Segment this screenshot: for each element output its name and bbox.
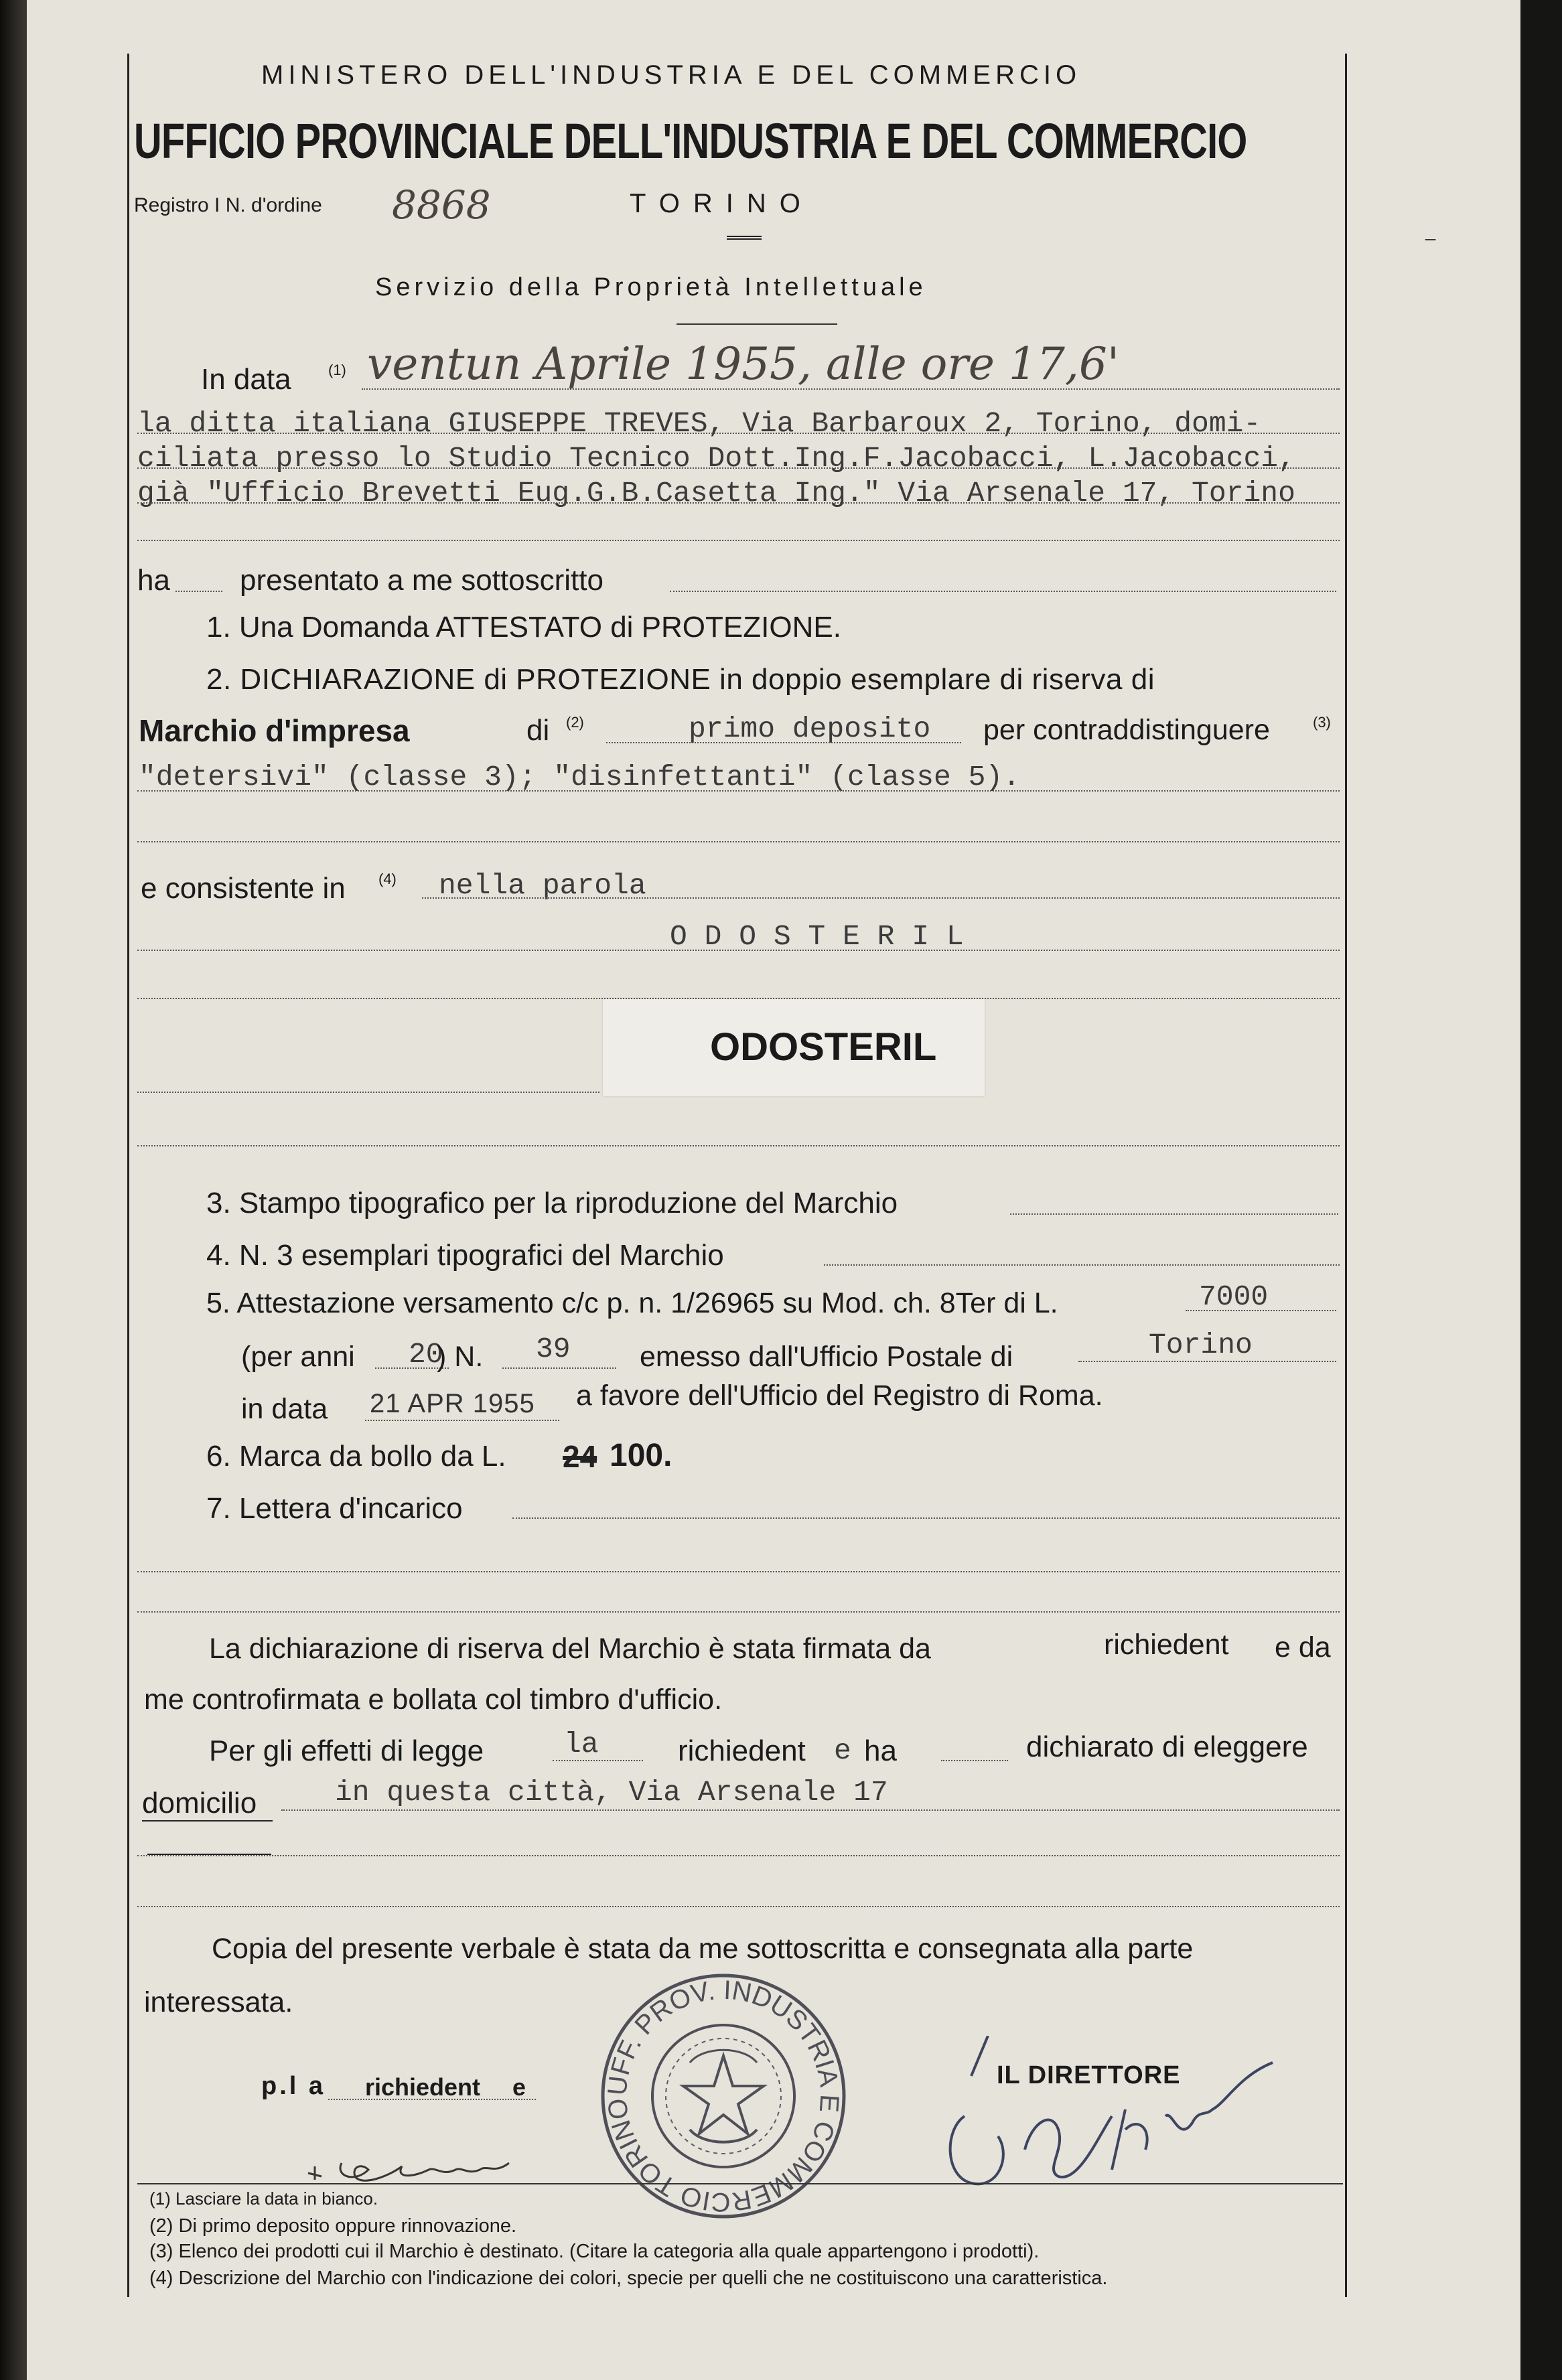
ha-label: ha [137, 564, 170, 597]
closing-p1-e-da: e da [1275, 1631, 1331, 1663]
footnote-ref-1: (1) [328, 362, 346, 378]
typed-word-dotted [137, 950, 1340, 951]
footnote-1: (1) Lasciare la data in bianco. [149, 2188, 378, 2209]
richiedente-dotted [328, 2099, 536, 2100]
registro-number: 8868 [392, 182, 491, 228]
closing-p2-start: Per gli effetti di legge [209, 1734, 484, 1767]
payment-date-stamp: 21 APR 1955 [370, 1389, 535, 1418]
domicilio-value: in questa città, Via Arsenale 17 [335, 1776, 888, 1809]
richiedente-sign-e: e [512, 2073, 526, 2101]
domicilio-dotted-3 [137, 1906, 1340, 1907]
stamp-text: UFF. PROV. INDUSTRIA E COMMERCIO TORINO [602, 1975, 845, 2217]
office-stamp [589, 1962, 857, 2230]
item-6-struck: 24 [563, 1439, 597, 1474]
richiedente-sign-label: richiedent [365, 2073, 481, 2101]
di-label: di [526, 714, 550, 747]
contraddistinguere-label: per contraddistinguere [983, 714, 1270, 746]
applicant-dotted-1 [137, 433, 1340, 434]
item-3-dotted [1010, 1213, 1338, 1215]
deposito-dotted [606, 742, 961, 743]
deposito-value: primo deposito [689, 713, 931, 745]
closing-p2-richiedent: richiedent [678, 1734, 806, 1767]
footnote-3: (3) Elenco dei prodotti cui il Marchio è destinato. (Citare la categoria alla quale appartengono i prodotti). [149, 2241, 1040, 2262]
book-binding [0, 0, 27, 2380]
in-data-value: ventun Aprile 1955, alle ore 17,6' [367, 338, 1120, 390]
amount-dotted [1186, 1310, 1336, 1311]
item-5: 5. Attestazione versamento c/c p. n. 1/26965 su Mod. ch. 8Ter di L. [206, 1287, 1058, 1319]
item-7-dotted [512, 1517, 1340, 1519]
payment-date-dotted [365, 1420, 559, 1421]
item-1: 1. Una Domanda ATTESTATO di PROTEZIONE. [206, 611, 841, 644]
prodotti-dotted-2 [137, 841, 1340, 842]
city-title: TORINO [630, 189, 814, 218]
domicilio-label: domicilio [142, 1787, 257, 1819]
applicant-dotted-3 [137, 502, 1340, 504]
in-data-line [362, 388, 1340, 390]
closing-p1-richiedent: richiedent [1104, 1629, 1229, 1661]
marchio-label: Marchio d'impresa [139, 713, 410, 748]
emesso-text: emesso dall'Ufficio Postale di [640, 1341, 1013, 1373]
trademark-logo-word: ODOSTERIL [710, 1025, 937, 1069]
footnote-ref-3: (3) [1313, 714, 1331, 731]
registro-label: Registro I N. d'ordine [134, 194, 322, 216]
office-title: UFFICIO PROVINCIALE DELL'INDUSTRIA E DEL COMMERCIO [134, 113, 1247, 169]
closing-p2-end: dichiarato di eleggere [1026, 1730, 1308, 1763]
domicilio-dotted [281, 1809, 1340, 1811]
domicilio-dotted-2 [137, 1855, 1340, 1856]
per-anni-value: 20 [409, 1338, 443, 1371]
n-dotted [502, 1367, 616, 1369]
director-title: IL DIRETTORE [997, 2061, 1181, 2089]
service-rule [677, 323, 837, 325]
pla-label: p.l a [261, 2072, 326, 2100]
service-title: Servizio della Proprietà Intellettuale [375, 273, 927, 301]
ha-dotted-2 [941, 1760, 1008, 1761]
copia-line-1: Copia del presente verbale è stata da me sottoscritta e consegnata alla parte [212, 1933, 1194, 1965]
in-data-label-2: in data [241, 1393, 328, 1425]
margin-mark: ⁻ [1423, 230, 1438, 259]
item-2: 2. DICHIARAZIONE di PROTEZIONE in doppio esemplare di riserva di [206, 663, 1155, 696]
applicant-signature [295, 2136, 536, 2190]
postale-city: Torino [1149, 1329, 1253, 1361]
footnote-2: (2) Di primo deposito oppure rinnovazione. [149, 2215, 517, 2237]
consistente-dotted [422, 897, 1340, 899]
applicant-line-1: la ditta italiana GIUSEPPE TREVES, Via Barbaroux 2, Torino, domi- [137, 407, 1261, 440]
ha-dotted [175, 591, 222, 592]
closing-p1-line1: La dichiarazione di riserva del Marchio è stata firmata da [209, 1633, 931, 1665]
footnote-4: (4) Descrizione del Marchio con l'indicazione dei colori, specie per quelli che ne costituiscono una caratteristica. [149, 2267, 1108, 2289]
item-7: 7. Lettera d'incarico [206, 1492, 463, 1525]
applicant-dotted-4 [137, 540, 1340, 541]
consistente-label: e consistente in [141, 872, 346, 905]
typed-mark-word: O D O S T E R I L [670, 920, 964, 953]
n-label: ) N. [437, 1341, 484, 1373]
presentato-dotted [670, 591, 1336, 592]
closing-p2-la: la [564, 1728, 599, 1761]
item-4-dotted [824, 1264, 1340, 1266]
item-6-value: 100. [610, 1438, 672, 1473]
footnotes-rule [137, 2183, 1343, 2184]
applicant-line-3: già "Ufficio Brevetti Eug.G.B.Casetta Ing." Via Arsenale 17, Torino [137, 477, 1295, 510]
closing-p2-e: e [834, 1734, 851, 1767]
consistente-value: nella parola [439, 869, 646, 902]
footnote-ref-4: (4) [378, 871, 397, 887]
item-7-dotted-2 [137, 1571, 1340, 1572]
la-dotted [553, 1760, 643, 1761]
blank-dotted-2 [137, 1092, 599, 1093]
postale-dotted [1078, 1361, 1336, 1362]
item-6: 6. Marca da bollo da L. [206, 1440, 506, 1473]
applicant-dotted-2 [137, 467, 1340, 469]
svg-text:UFF. PROV. INDUSTRIA E COMMERC [602, 1976, 844, 2217]
prodotti-dotted [137, 790, 1340, 792]
ministry-title: MINISTERO DELL'INDUSTRIA E DEL COMMERCIO [261, 60, 1082, 90]
prodotti-value: "detersivi" (classe 3); "disinfettanti" (classe 5). [139, 761, 1021, 794]
item-3: 3. Stampo tipografico per la riproduzione del Marchio [206, 1187, 898, 1219]
copia-line-2: interessata. [144, 1986, 293, 2018]
item-5-amount: 7000 [1199, 1280, 1269, 1313]
favore-text: a favore dell'Ufficio del Registro di Roma. [576, 1380, 1103, 1412]
closing-p2-ha: ha [864, 1734, 897, 1767]
in-data-label: In data [201, 363, 291, 396]
presentato-text: presentato a me sottoscritto [240, 564, 604, 597]
footnote-ref-2: (2) [566, 714, 584, 731]
n-value: 39 [536, 1333, 571, 1365]
domicilio-underline [142, 1820, 273, 1821]
item-4: 4. N. 3 esemplari tipografici del Marchio [206, 1239, 724, 1272]
item-7-dotted-3 [137, 1611, 1340, 1613]
per-anni-label: (per anni [241, 1341, 355, 1373]
applicant-line-2: ciliata presso lo Studio Tecnico Dott.Ing.F.Jacobacci, L.Jacobacci, [137, 442, 1295, 475]
blank-dotted-3 [137, 1145, 1340, 1146]
city-underline [727, 236, 762, 240]
closing-p1-line2: me controfirmata e bollata col timbro d'ufficio. [144, 1684, 723, 1716]
